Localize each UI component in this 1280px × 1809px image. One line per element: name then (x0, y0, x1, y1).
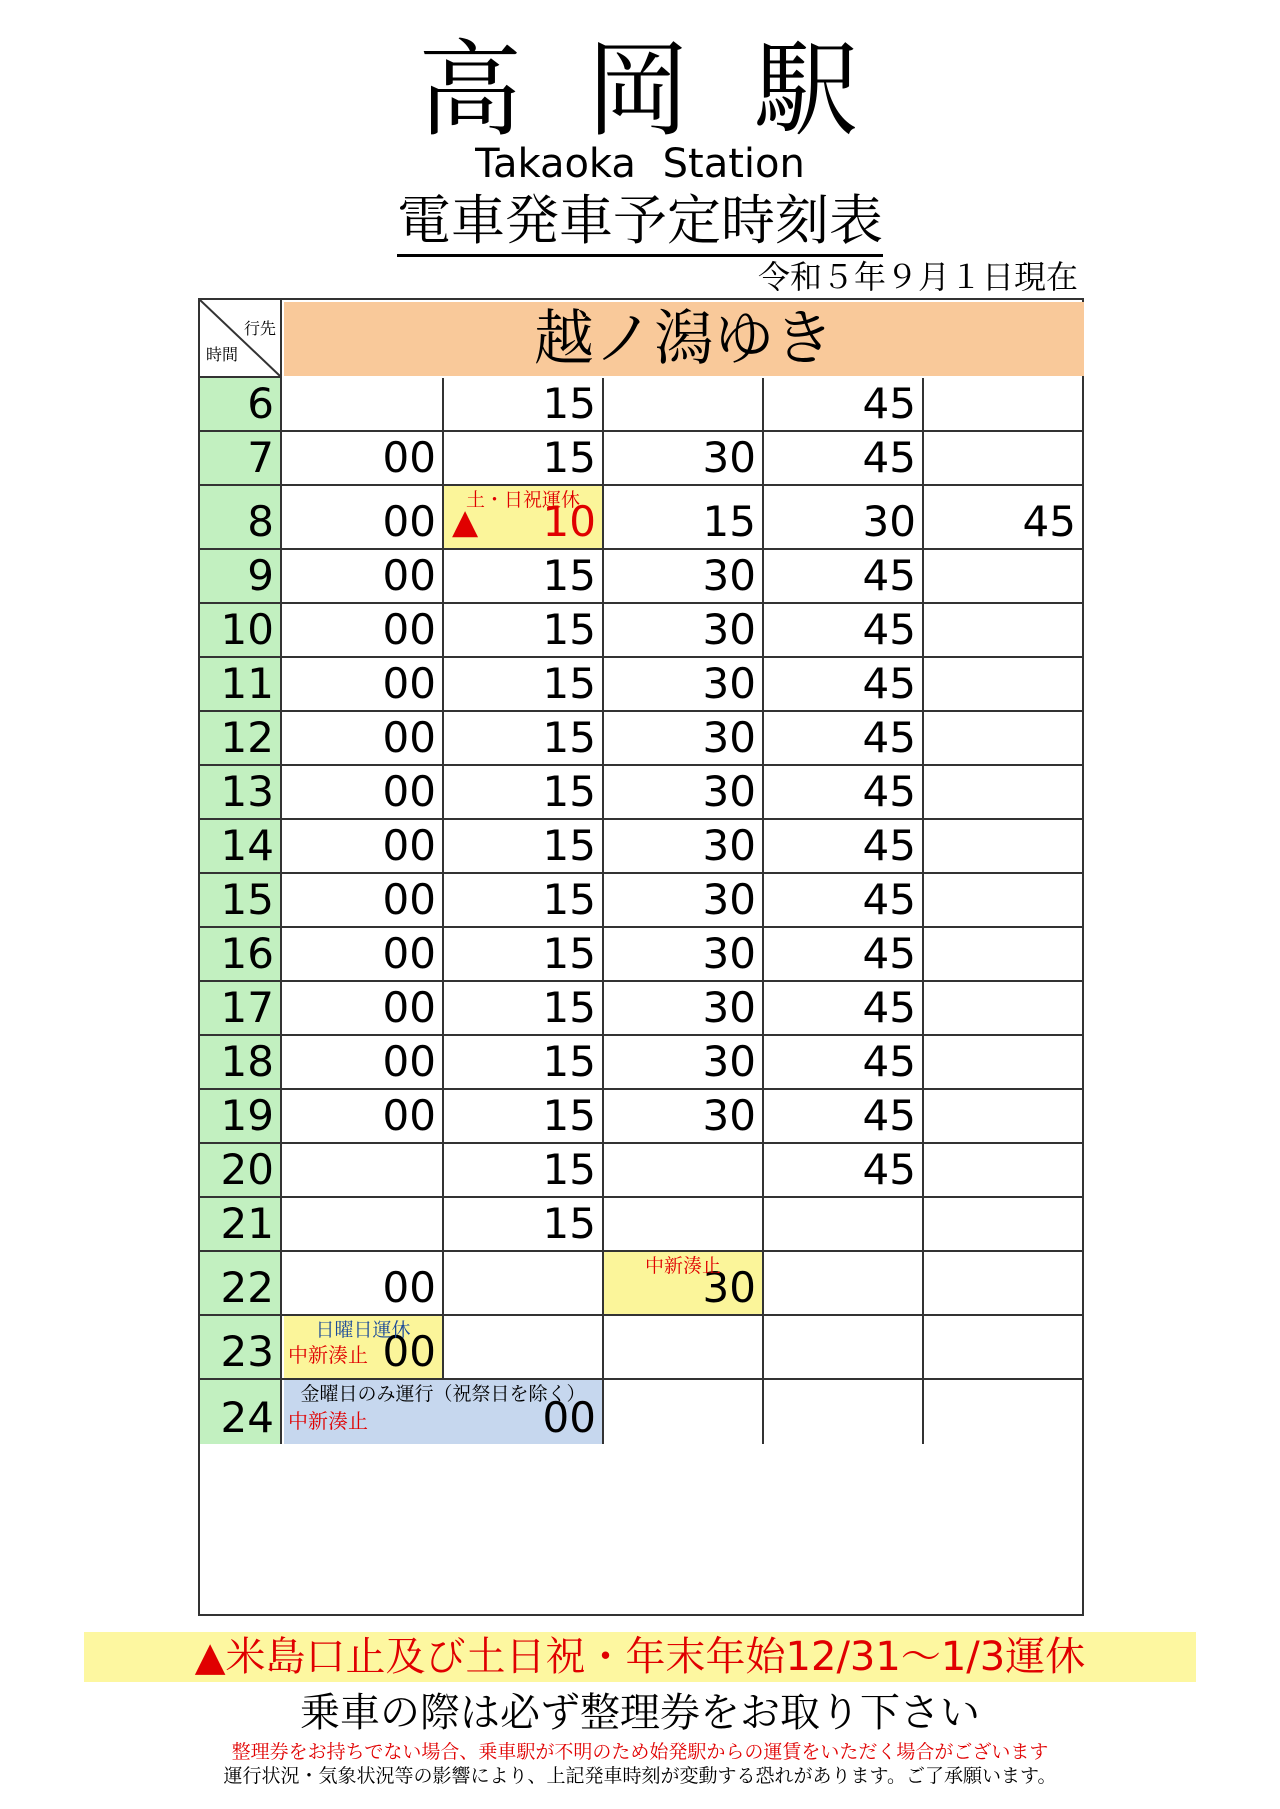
timetable-row (200, 486, 1082, 550)
minute-cell (604, 486, 764, 548)
departure-minute: 30 (702, 713, 756, 762)
departure-minute: 00 (382, 433, 436, 482)
minute-cell (924, 874, 1082, 926)
minute-cell (284, 766, 444, 818)
departure-minute: 45 (862, 983, 916, 1032)
minute-cell (284, 1144, 444, 1196)
hour-label: 6 (247, 379, 274, 428)
minute-cell (924, 550, 1082, 602)
corner-header-cell (200, 300, 282, 378)
minute-cell (444, 820, 604, 872)
hour-cell (200, 982, 282, 1034)
station-name-english: Takaoka Station (475, 141, 805, 187)
minute-cell (604, 982, 764, 1034)
hour-label: 18 (220, 1037, 274, 1086)
destination-header: 越ノ潟ゆき (284, 302, 1084, 376)
departure-minute: 30 (702, 767, 756, 816)
minute-cell (284, 820, 444, 872)
departure-minute: 45 (862, 821, 916, 870)
departure-minute: 00 (382, 1037, 436, 1086)
hour-cell (200, 432, 282, 484)
minute-cell (284, 550, 444, 602)
minute-cell (444, 378, 604, 430)
minute-cell (924, 1252, 1082, 1314)
hour-label: 7 (247, 433, 274, 482)
timetable-row (200, 982, 1082, 1036)
departure-minute: 00 (382, 605, 436, 654)
departure-minute: 15 (702, 497, 756, 546)
hour-cell (200, 1036, 282, 1088)
hour-label: 11 (220, 659, 274, 708)
hour-label: 9 (247, 551, 274, 600)
minute-cell (764, 550, 924, 602)
departure-minute: 45 (862, 433, 916, 482)
minute-cell (444, 1090, 604, 1142)
hour-label: 12 (220, 713, 274, 762)
departure-minute: 30 (862, 497, 916, 546)
effective-date: 令和５年９月１日現在 (757, 258, 1078, 296)
minute-cell (444, 982, 604, 1034)
minute-cell (444, 1316, 604, 1378)
minute-cell (924, 604, 1082, 656)
departure-minute: 45 (1022, 497, 1076, 546)
departure-minute: 45 (862, 713, 916, 762)
departure-minute: 15 (542, 821, 596, 870)
minute-cell (284, 1090, 444, 1142)
departure-minute: 00 (382, 767, 436, 816)
hour-label: 10 (220, 605, 274, 654)
minute-cell (604, 766, 764, 818)
hour-label: 17 (220, 983, 274, 1032)
minute-cell (764, 1198, 924, 1250)
departure-minute: 00 (382, 497, 436, 546)
minute-cell (924, 1144, 1082, 1196)
minute-cell (604, 712, 764, 764)
departure-minute: 00 (382, 713, 436, 762)
minute-cell (444, 658, 604, 710)
ticket-notice: 乗車の際は必ず整理券をお取り下さい (300, 1690, 980, 1736)
minute-cell (764, 820, 924, 872)
minute-cell (444, 486, 604, 548)
timetable-row (200, 1316, 1082, 1380)
hour-label: 22 (220, 1263, 274, 1312)
departure-minute: 15 (542, 551, 596, 600)
departure-minute: 30 (702, 551, 756, 600)
timetable-row (200, 432, 1082, 486)
departure-minute: 30 (702, 875, 756, 924)
hour-cell (200, 1252, 282, 1314)
minute-cell (764, 1144, 924, 1196)
departure-minute: 30 (702, 983, 756, 1032)
departure-minute: 00 (542, 1393, 596, 1442)
minute-cell (444, 1252, 604, 1314)
departure-minute: 30 (702, 605, 756, 654)
timetable-row (200, 1090, 1082, 1144)
hour-label: 19 (220, 1091, 274, 1140)
timetable-row (200, 1252, 1082, 1316)
minute-cell (764, 1090, 924, 1142)
suspension-banner: ▲米島口止及び土日祝・年末年始12/31～1/3運休 (84, 1632, 1196, 1682)
weekend-suspension-note: 土・日祝運休 (465, 489, 580, 511)
minute-cell (924, 432, 1082, 484)
departure-minute: 00 (382, 1091, 436, 1140)
minute-cell (284, 486, 444, 548)
minute-cell (604, 874, 764, 926)
minute-cell (764, 378, 924, 430)
minute-cell (924, 1380, 1082, 1444)
title-char-3: 駅 (754, 29, 863, 151)
minute-cell (764, 658, 924, 710)
timetable-heading (0, 190, 1280, 252)
departure-minute: 15 (542, 983, 596, 1032)
minute-cell (604, 604, 764, 656)
minute-cell (604, 1090, 764, 1142)
minute-cell (764, 982, 924, 1034)
minute-cell (444, 1144, 604, 1196)
minute-cell (604, 1198, 764, 1250)
departure-minute: 45 (862, 551, 916, 600)
timetable-row (200, 1380, 1082, 1444)
timetable-row (200, 874, 1082, 928)
minute-cell (764, 1036, 924, 1088)
timetable-row (200, 1036, 1082, 1090)
minute-cell (924, 486, 1082, 548)
departure-minute: 15 (542, 713, 596, 762)
hour-label: 23 (220, 1327, 274, 1376)
minute-cell (764, 1316, 924, 1378)
minute-cell (604, 1036, 764, 1088)
corner-destination-label: 行先 (243, 319, 276, 338)
hour-label: 24 (220, 1393, 274, 1442)
minute-cell (284, 874, 444, 926)
minute-cell (604, 1252, 764, 1314)
schedule-disclaimer: 運行状況・気象状況等の影響により、上記発車時刻が変動する恐れがあります。ご了承願います。 (223, 1765, 1057, 1787)
departure-minute: 15 (542, 433, 596, 482)
departure-minute: 30 (702, 1263, 756, 1312)
departure-minute: 00 (382, 821, 436, 870)
timetable-row (200, 378, 1082, 432)
departure-minute: 15 (542, 767, 596, 816)
minute-cell (444, 604, 604, 656)
departure-minute: 30 (702, 659, 756, 708)
minute-cell (444, 432, 604, 484)
hour-label: 16 (220, 929, 274, 978)
departure-minute: 30 (702, 1091, 756, 1140)
timetable-row (200, 820, 1082, 874)
minute-cell (604, 820, 764, 872)
departure-minute: 15 (542, 379, 596, 428)
minute-cell (284, 658, 444, 710)
hour-cell (200, 604, 282, 656)
hour-cell (200, 928, 282, 980)
minute-cell (284, 1036, 444, 1088)
minute-cell (924, 820, 1082, 872)
departure-minute: 30 (702, 1037, 756, 1086)
timetable (198, 298, 1084, 1616)
hour-cell (200, 712, 282, 764)
timetable-row (200, 1144, 1082, 1198)
departure-minute: 15 (542, 1199, 596, 1248)
minute-cell (284, 712, 444, 764)
station-title (0, 30, 1280, 150)
minute-cell (924, 658, 1082, 710)
friday-only-note: 金曜日のみ運行（祝祭日を除く） (300, 1383, 586, 1405)
departure-minute: 45 (862, 659, 916, 708)
hour-cell (200, 550, 282, 602)
departure-minute: 00 (382, 875, 436, 924)
minute-cell (764, 928, 924, 980)
departure-minute: 15 (542, 1037, 596, 1086)
triangle-marker-icon: ▲ (452, 502, 479, 542)
hour-cell (200, 378, 282, 430)
timetable-row (200, 658, 1082, 712)
departure-minute: 45 (862, 1145, 916, 1194)
hour-cell (200, 766, 282, 818)
hour-label: 21 (220, 1199, 274, 1248)
minute-cell (284, 982, 444, 1034)
minute-cell (924, 1198, 1082, 1250)
minute-cell (604, 1380, 764, 1444)
minute-cell (284, 1380, 604, 1444)
minute-cell (764, 486, 924, 548)
minute-cell (444, 766, 604, 818)
short-turn-side-note: 中新湊止 (288, 1343, 368, 1367)
departure-minute: 30 (702, 929, 756, 978)
minute-cell (764, 1380, 924, 1444)
minute-cell (604, 1316, 764, 1378)
minute-cell (284, 1198, 444, 1250)
departure-minute: 10 (542, 497, 596, 546)
departure-minute: 45 (862, 767, 916, 816)
departure-minute: 45 (862, 1091, 916, 1140)
minute-cell (444, 1198, 604, 1250)
diagonal-divider (200, 300, 282, 378)
timetable-row (200, 928, 1082, 982)
hour-cell (200, 486, 282, 548)
minute-cell (284, 604, 444, 656)
departure-minute: 00 (382, 659, 436, 708)
minute-cell (764, 712, 924, 764)
departure-minute: 15 (542, 875, 596, 924)
minute-cell (924, 766, 1082, 818)
departure-minute: 00 (382, 551, 436, 600)
minute-cell (444, 1036, 604, 1088)
timetable-row (200, 550, 1082, 604)
minute-cell (284, 432, 444, 484)
minute-cell (604, 1144, 764, 1196)
departure-minute: 45 (862, 875, 916, 924)
departure-minute: 00 (382, 983, 436, 1032)
hour-label: 20 (220, 1145, 274, 1194)
hour-cell (200, 1316, 282, 1378)
minute-cell (764, 766, 924, 818)
minute-cell (764, 604, 924, 656)
departure-minute: 00 (382, 1263, 436, 1312)
hour-label: 15 (220, 875, 274, 924)
departure-minute: 45 (862, 929, 916, 978)
minute-cell (284, 378, 444, 430)
departure-minute: 45 (862, 379, 916, 428)
hour-cell (200, 1380, 282, 1444)
minute-cell (444, 550, 604, 602)
title-char-1: 高 (417, 29, 526, 151)
hour-cell (200, 658, 282, 710)
minute-cell (604, 432, 764, 484)
hour-cell (200, 1144, 282, 1196)
minute-cell (924, 928, 1082, 980)
minute-cell (284, 1252, 444, 1314)
timetable-row (200, 1198, 1082, 1252)
departure-minute: 30 (702, 433, 756, 482)
minute-cell (924, 1036, 1082, 1088)
hour-label: 8 (247, 497, 274, 546)
minute-cell (284, 1316, 444, 1378)
minute-cell (444, 928, 604, 980)
hour-cell (200, 874, 282, 926)
minute-cell (444, 712, 604, 764)
departure-minute: 15 (542, 1091, 596, 1140)
departure-minute: 15 (542, 605, 596, 654)
fare-warning: 整理券をお持ちでない場合、乗車駅が不明のため始発駅からの運賃をいただく場合がございます (231, 1741, 1049, 1763)
minute-cell (924, 712, 1082, 764)
timetable-row (200, 604, 1082, 658)
minute-cell (924, 1090, 1082, 1142)
departure-minute: 15 (542, 929, 596, 978)
minute-cell (604, 928, 764, 980)
hour-cell (200, 820, 282, 872)
short-turn-note: 中新湊止 (644, 1255, 721, 1277)
minute-cell (284, 928, 444, 980)
departure-minute: 45 (862, 1037, 916, 1086)
departure-minute: 15 (542, 1145, 596, 1194)
departure-minute: 15 (542, 659, 596, 708)
minute-cell (604, 550, 764, 602)
timetable-heading-text: 電車発車予定時刻表 (397, 189, 883, 257)
timetable-row (200, 712, 1082, 766)
minute-cell (924, 378, 1082, 430)
minute-cell (764, 1252, 924, 1314)
hour-label: 14 (220, 821, 274, 870)
minute-cell (764, 874, 924, 926)
minute-cell (764, 432, 924, 484)
hour-cell (200, 1198, 282, 1250)
short-turn-side-note: 中新湊止 (288, 1409, 368, 1433)
minute-cell (604, 378, 764, 430)
sunday-suspension-note: 日曜日運休 (315, 1319, 411, 1341)
timetable-row (200, 766, 1082, 820)
hour-label: 13 (220, 767, 274, 816)
minute-cell (924, 1316, 1082, 1378)
hour-cell (200, 1090, 282, 1142)
departure-minute: 45 (862, 605, 916, 654)
minute-cell (924, 982, 1082, 1034)
minute-cell (604, 658, 764, 710)
corner-time-label: 時間 (206, 345, 239, 364)
departure-minute: 30 (702, 821, 756, 870)
title-char-2: 岡 (585, 29, 694, 151)
departure-minute: 00 (382, 929, 436, 978)
departure-minute: 00 (382, 1327, 436, 1376)
minute-cell (444, 874, 604, 926)
